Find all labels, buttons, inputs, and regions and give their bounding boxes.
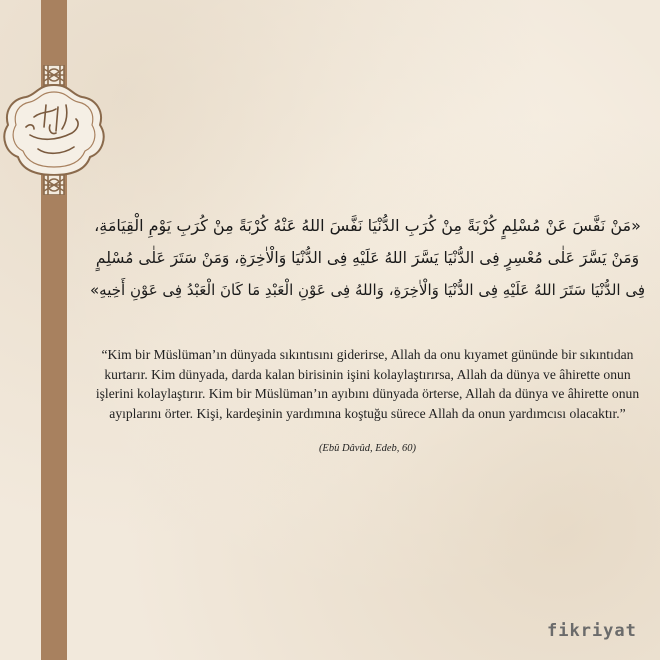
brand-logo: fikriyat — [547, 621, 637, 641]
celtic-knot-icon — [44, 175, 64, 195]
arabic-line: وَمَنْ يَسَّرَ عَلٰى مُعْسِرٍ فِى الدُّنْيَا يَسَّرَ اللهُ عَلَيْهِ فِى الدُّنْيَا وَالْاٰخِرَةِ، وَمَنْ سَتَرَ عَلٰى مُسْلِمٍ — [95, 249, 640, 267]
turkish-translation: “Kim bir Müslüman’ın dünyada sıkıntısını giderirse, Allah da onu kıyamet gününde bir sıkıntıdan kurtarır. Kim dünyada, darda kalan birisinin işini kolaylaştırırsa, Allah da dünya ve âhirette onun işlerini kolaylaştırır. Kim bir Müslüman’ın ayıbını dünyada örterse, Allah da dünya ve âhirette onun ayıplarını örter. Kişi, kardeşinin yardımına koştuğu sürece Allah da onun yardımcısı olacaktır.” — [95, 347, 640, 421]
source-citation: (Ebû Dâvûd, Edeb, 60) — [318, 443, 417, 454]
celtic-knot-icon — [44, 65, 64, 85]
arabic-line: «مَنْ نَفَّسَ عَنْ مُسْلِمٍ كُرْبَةً مِنْ كُرَبِ الدُّنْيَا نَفَّسَ اللهُ عَنْهُ كُرْبَةً مِنْ كُرَبِ يَوْمِ الْقِيَامَةِ، — [94, 216, 641, 235]
arabic-hadith-text — [90, 210, 645, 306]
arabic-line: فِى الدُّنْيَا سَتَرَ اللهُ عَلَيْهِ فِى الدُّنْيَا وَالْاٰخِرَةِ، وَاللهُ فِى عَوْنِ الْعَبْدِ مَا كَانَ الْعَبْدُ فِى عَوْنِ أَخِيهِ» — [89, 281, 645, 299]
calligraphy-medallion-icon — [0, 65, 110, 195]
